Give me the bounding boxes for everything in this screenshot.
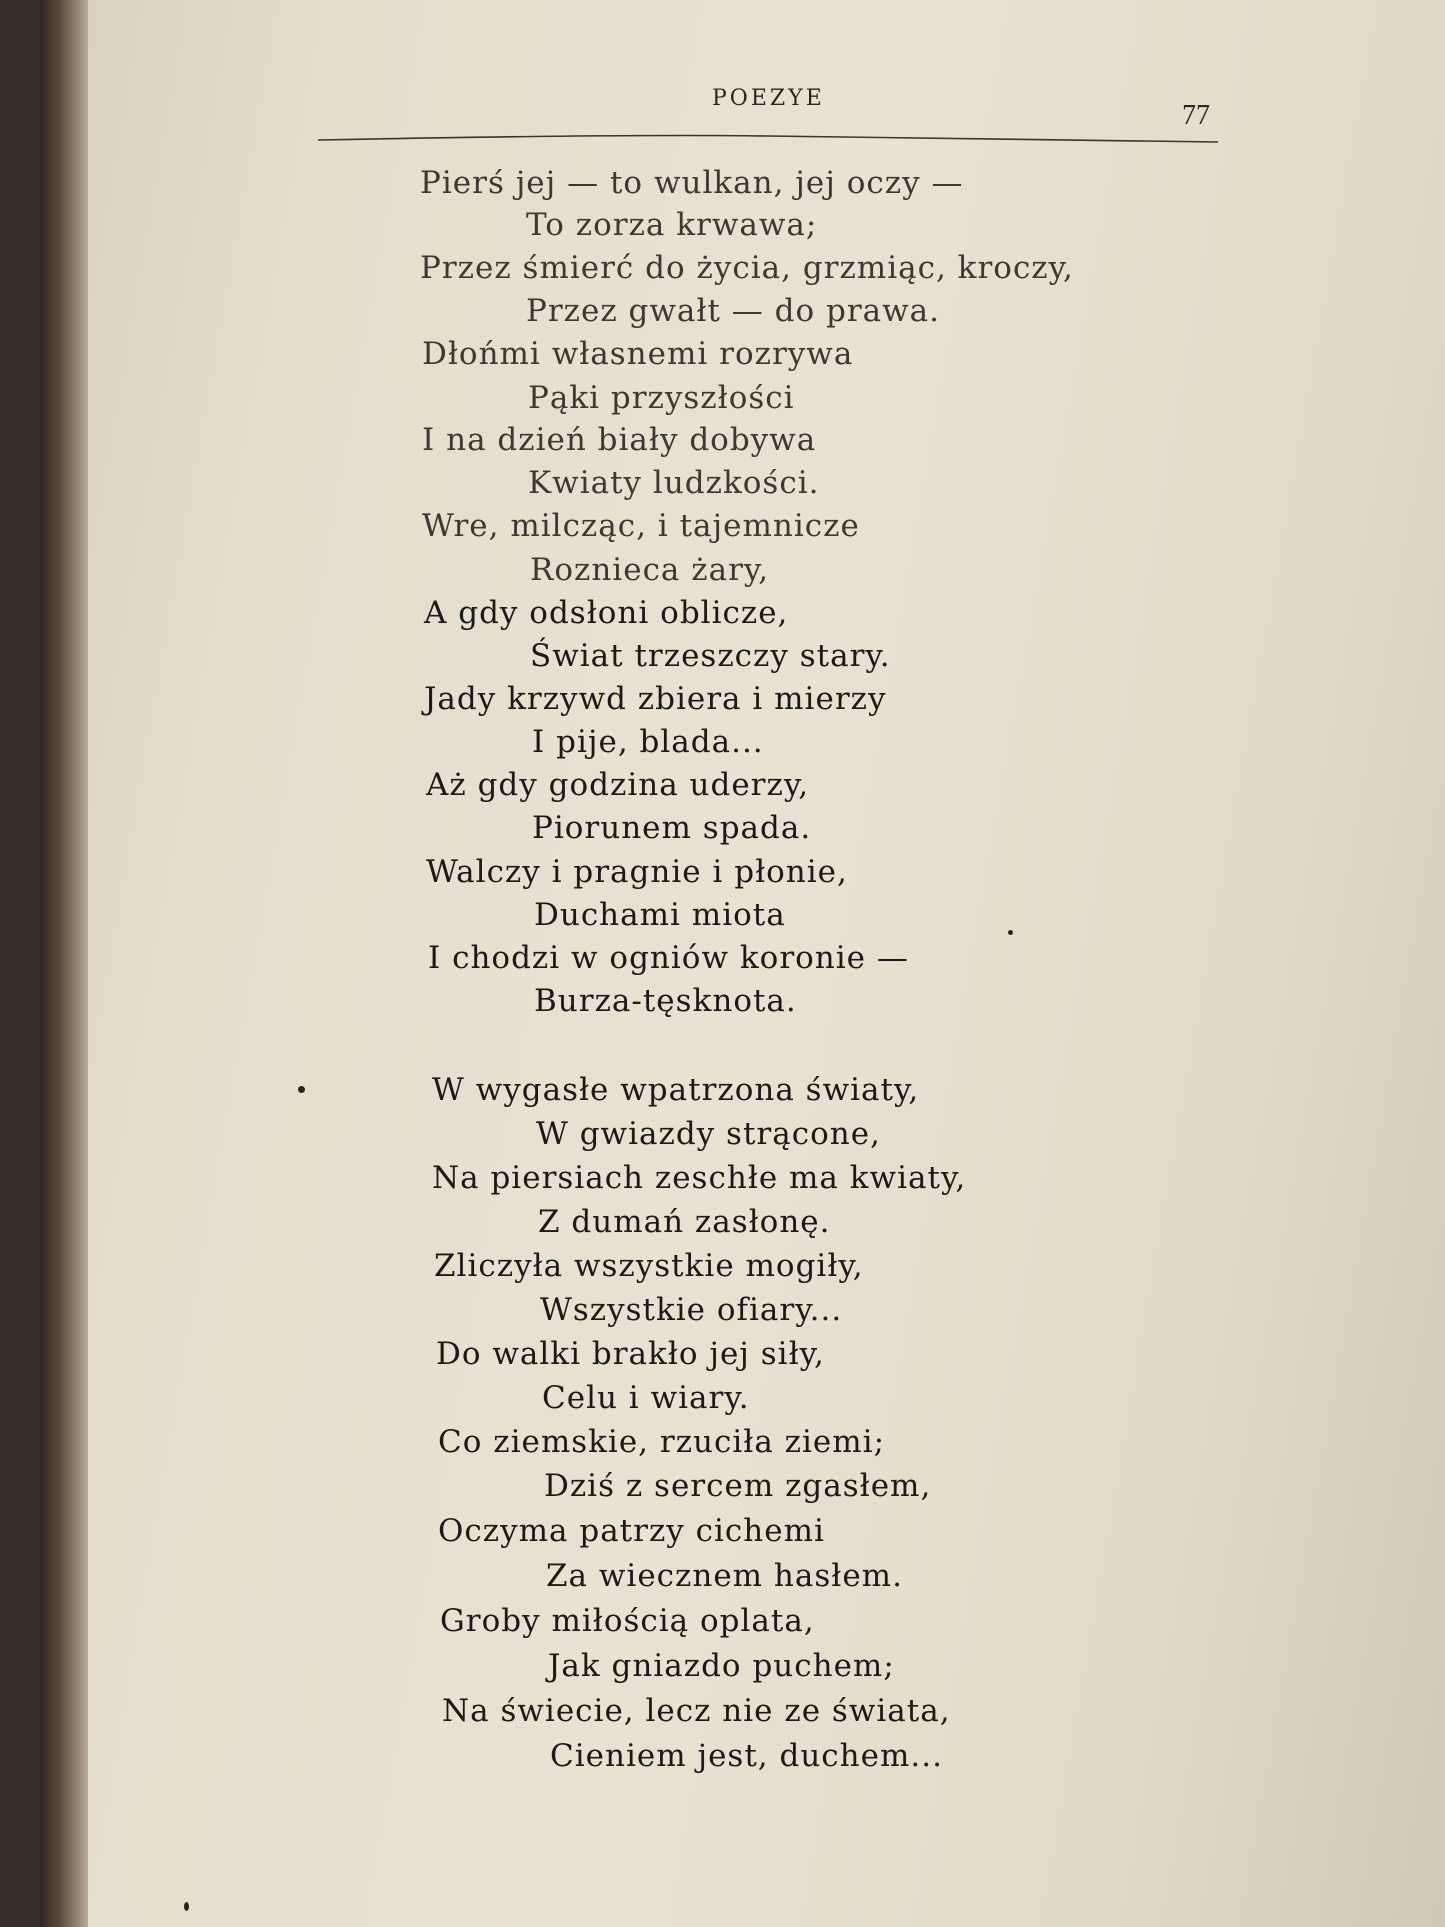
poem-line: Roznieca żary, — [530, 552, 770, 588]
poem-line: Dłońmi własnemi rozrywa — [422, 336, 854, 372]
running-header-title: POEZYE — [712, 86, 825, 111]
poem-line: Do walki brakło jej siły, — [436, 1336, 825, 1372]
poem-line: Jak gniazdo puchem; — [548, 1648, 895, 1684]
poem-line: Dziś z sercem zgasłem, — [544, 1468, 932, 1504]
poem-line: Na piersiach zeschłe ma kwiaty, — [432, 1160, 967, 1196]
poem-line: A gdy odsłoni oblicze, — [424, 595, 789, 631]
poem-line: I chodzi w ogniów koronie — — [428, 940, 909, 976]
poem-line: Zliczyła wszystkie mogiły, — [434, 1248, 864, 1284]
poem-line: W wygasłe wpatrzona światy, — [432, 1072, 920, 1108]
poem-line: Na świecie, lecz nie ze świata, — [442, 1693, 951, 1729]
poem-line: Co ziemskie, rzuciła ziemi; — [438, 1424, 886, 1460]
page-number: 77 — [1182, 100, 1210, 131]
poem-line: Duchami miota — [534, 897, 786, 933]
poem-line: Groby miłością oplata, — [440, 1603, 815, 1639]
poem-line: Wre, milcząc, i tajemnicze — [422, 508, 860, 544]
poem-line: Oczyma patrzy cichemi — [438, 1513, 825, 1549]
poem-line: Celu i wiary. — [542, 1380, 750, 1416]
poem-line: Piorunem spada. — [532, 810, 812, 846]
poem-line: Kwiaty ludzkości. — [528, 465, 820, 501]
poem-line: Pąki przyszłości — [528, 380, 795, 416]
poem-line: Za wiecznem hasłem. — [546, 1558, 903, 1594]
poem-line: Przez śmierć do życia, grzmiąc, kroczy, — [420, 250, 1074, 286]
poem-line: Z dumań zasłonę. — [538, 1204, 831, 1240]
poem-line: To zorza krwawa; — [526, 207, 818, 243]
book-page — [40, 0, 1445, 1927]
ink-speck — [184, 1902, 189, 1911]
poem-line: I pije, blada... — [532, 724, 764, 760]
poem-line: Przez gwałt — do prawa. — [526, 293, 940, 329]
poem-line: I na dzień biały dobywa — [422, 422, 817, 458]
poem-line: Burza-tęsknota. — [534, 983, 797, 1019]
poem-line: Jady krzywd zbiera i mierzy — [424, 681, 887, 717]
poem-line: Cieniem jest, duchem... — [550, 1738, 943, 1774]
poem-line: Aż gdy godzina uderzy, — [426, 767, 810, 803]
poem-line: W gwiazdy strącone, — [536, 1116, 881, 1152]
ink-speck — [298, 1086, 305, 1093]
poem-line: Świat trzeszczy stary. — [530, 638, 891, 674]
poem-body — [40, 0, 1445, 1927]
poem-line: Walczy i pragnie i płonie, — [426, 854, 848, 890]
ink-speck — [1008, 930, 1013, 935]
poem-line: Wszystkie ofiary... — [540, 1292, 843, 1328]
poem-line: Pierś jej — to wulkan, jej oczy — — [420, 165, 964, 201]
